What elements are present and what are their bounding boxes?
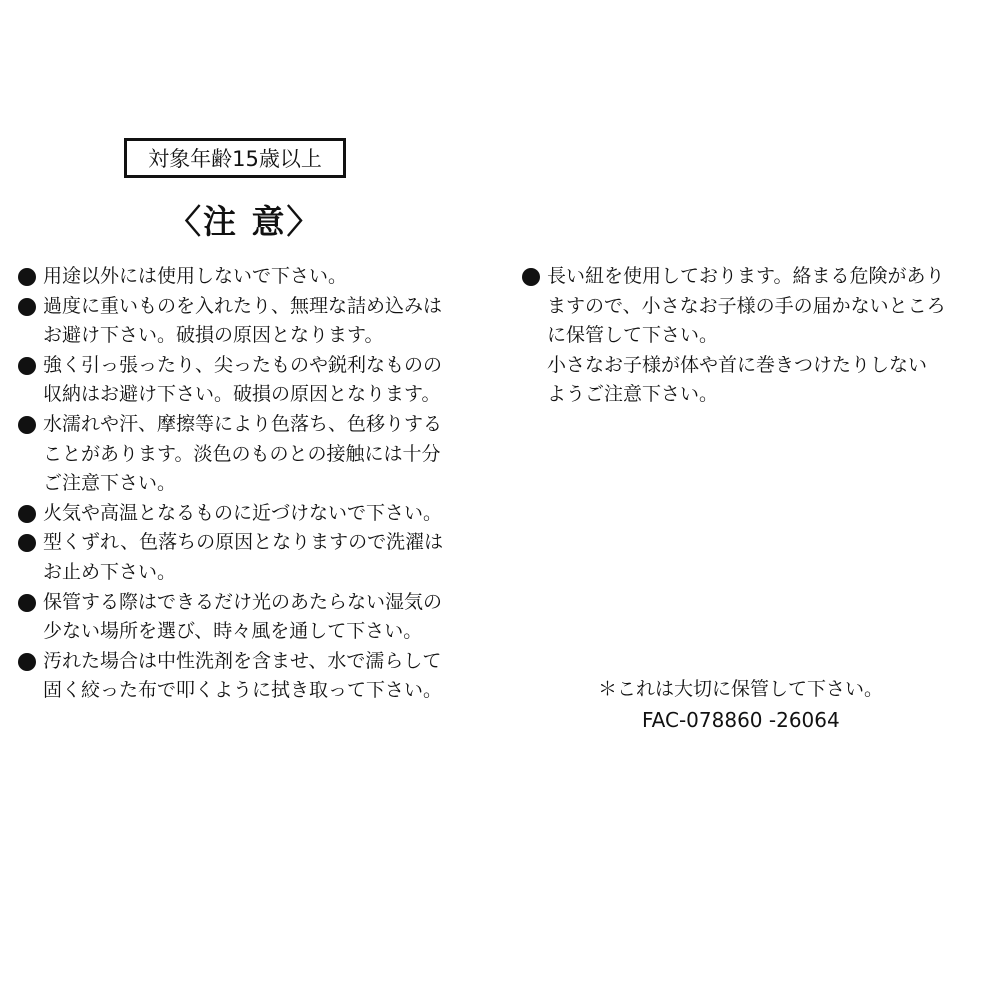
bullet-icon (522, 268, 540, 286)
age-label-box (124, 138, 346, 178)
bullet-icon (18, 505, 36, 523)
bullet-icon (18, 594, 36, 612)
caution-item-line: に保管して下さい。 (547, 324, 719, 347)
caution-list-left (18, 262, 488, 706)
bullet-icon (18, 653, 36, 671)
caution-item-line: 用途以外には使用しないで下さい。 (43, 265, 348, 287)
bullet-icon (18, 416, 36, 434)
caution-item-line: ご注意下さい。 (43, 472, 177, 495)
caution-item-line: 強く引っ張ったり、尖ったものや鋭利なものの (43, 353, 443, 376)
caution-item (522, 262, 982, 410)
caution-item-line: 長い紐を使用しております。絡まる危険があり (547, 265, 945, 287)
caution-item-line: 水濡れや汗、摩擦等により色落ち、色移りする (43, 412, 443, 435)
caution-item (18, 262, 488, 292)
caution-item-line: 少ない場所を選び、時々風を通して下さい。 (43, 620, 423, 643)
caution-item-line: 小さなお子様が体や首に巻きつけたりしない (547, 353, 928, 376)
bullet-icon (18, 534, 36, 552)
caution-item (18, 499, 488, 529)
caution-item-line: 型くずれ、色落ちの原因となりますので洗濯は (43, 531, 444, 554)
caution-title: 〈注 意〉 (168, 202, 322, 241)
caution-item-line: お避け下さい。破損の原因となります。 (43, 324, 384, 347)
caution-item-line: 保管する際はできるだけ光のあたらない湿気の (43, 590, 443, 613)
caution-item (18, 351, 488, 410)
caution-item-line: 汚れた場合は中性洗剤を含ませ、水で濡らして (43, 649, 442, 672)
caution-item (18, 647, 488, 706)
caution-item-line: ようご注意下さい。 (547, 383, 719, 406)
caution-item-line: ますので、小さなお子様の手の届かないところ (547, 294, 946, 317)
product-code: FAC-078860 -26064 (642, 708, 840, 732)
caution-item-line: 火気や高温となるものに近づけないで下さい。 (43, 501, 443, 524)
caution-list-right (522, 262, 982, 410)
bullet-icon (18, 357, 36, 375)
caution-item (18, 292, 488, 351)
age-label: 対象年齢15歳以上 (148, 147, 322, 171)
caution-item (18, 588, 488, 647)
caution-item-line: 固く絞った布で叩くように拭き取って下さい。 (43, 679, 443, 702)
storage-note: ＊これは大切に保管して下さい。 (598, 678, 884, 700)
caution-item (18, 528, 488, 587)
caution-item (18, 410, 488, 499)
bullet-icon (18, 268, 36, 286)
bullet-icon (18, 298, 36, 316)
caution-item-line: ことがあります。淡色のものとの接触には十分 (43, 442, 441, 465)
caution-item-line: 過度に重いものを入れたり、無理な詰め込みは (43, 294, 443, 317)
caution-item-line: 収納はお避け下さい。破損の原因となります。 (43, 383, 441, 406)
caution-item-line: お止め下さい。 (43, 560, 177, 583)
